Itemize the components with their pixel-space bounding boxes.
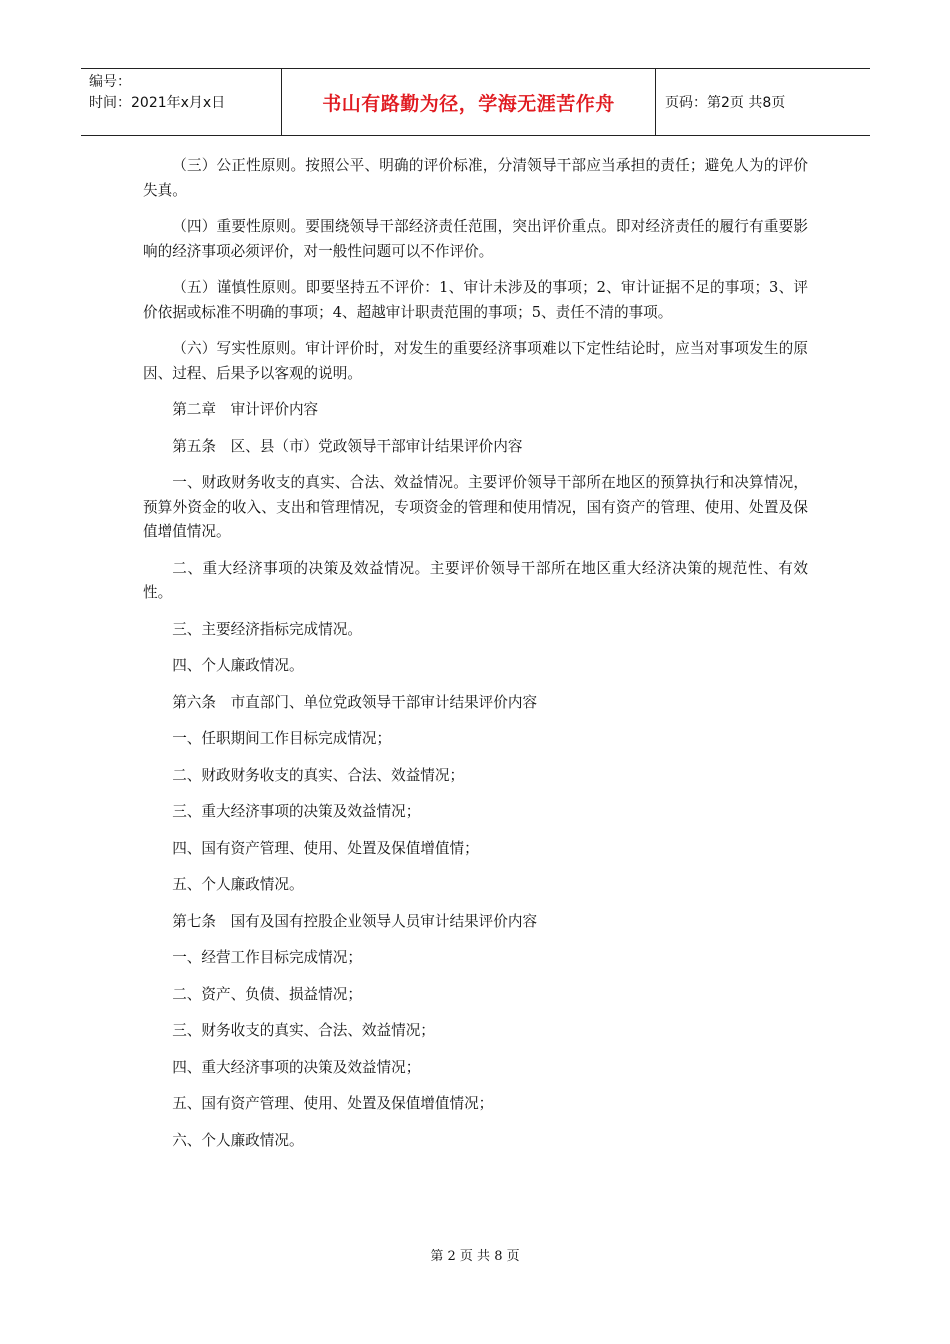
list-item: 二、财政财务收支的真实、合法、效益情况； <box>172 766 465 784</box>
paragraph: （六）写实性原则。审计评价时，对发生的重要经济事项难以下定性结论时，应当对事项发生的原因、过程、后果予以客观的说明。 <box>143 340 808 382</box>
chapter-heading: 第二章 审计评价内容 <box>172 401 319 418</box>
number-label: 编号： <box>89 74 131 90</box>
list-item: 三、财务收支的真实、合法、效益情况； <box>172 1022 435 1039</box>
paragraph: 三、主要经济指标完成情况。 <box>172 620 362 638</box>
list-item: 一、经营工作目标完成情况； <box>172 949 362 966</box>
list-item: 五、国有资产管理、使用、处置及保值增值情况； <box>172 1095 494 1112</box>
header-page-info-cell <box>656 69 870 135</box>
page-footer: 第 2 页 共 8 页 <box>430 1249 520 1264</box>
paragraph: 二、重大经济事项的决策及效益情况。主要评价领导干部所在地区重大经济决策的规范性、有效性。 <box>143 559 808 601</box>
list-item: 五、个人廉政情况。 <box>172 876 304 893</box>
list-item: 六、个人廉政情况。 <box>172 1131 304 1149</box>
time-label: 时间：2021年x月x日 <box>89 95 226 111</box>
paragraph: （五）谨慎性原则。即要坚持五不评价：1、审计未涉及的事项；2、审计证据不足的事项；3、评价依据或标准不明确的事项；4、超越审计职责范围的事项；5、责任不清的事项。 <box>143 279 808 321</box>
list-item: 二、资产、负债、损益情况； <box>172 985 362 1003</box>
list-item: 一、任职期间工作目标完成情况； <box>172 730 392 747</box>
header-meta <box>81 69 282 135</box>
paragraph: （三）公正性原则。按照公平、明确的评价标准，分清领导干部应当承担的责任；避免人为的评价失真。 <box>143 157 808 199</box>
list-item: 四、重大经济事项的决策及效益情况； <box>172 1058 421 1076</box>
page-info: 页码：第2页 共8页 <box>665 95 786 111</box>
paragraph: 四、个人廉政情况。 <box>172 657 304 674</box>
article-heading: 第五条 区、县（市）党政领导干部审计结果评价内容 <box>172 437 523 455</box>
list-item: 三、重大经济事项的决策及效益情况； <box>172 803 421 820</box>
article-heading: 第七条 国有及国有控股企业领导人员审计结果评价内容 <box>172 912 538 930</box>
motto: 书山有路勤为径，学海无涯苦作舟 <box>322 92 615 115</box>
article-heading: 第六条 市直部门、单位党政领导干部审计结果评价内容 <box>172 693 538 711</box>
paragraph: （四）重要性原则。要围绕领导干部经济责任范围，突出评价重点。即对经济责任的履行有重要影响的经济事项必须评价，对一般性问题可以不作评价。 <box>143 218 808 260</box>
page-header <box>81 68 870 136</box>
list-item: 四、国有资产管理、使用、处置及保值增值情； <box>172 839 479 857</box>
document-body <box>143 154 808 1165</box>
header-motto-cell <box>282 69 656 135</box>
paragraph: 一、财政财务收支的真实、合法、效益情况。主要评价领导干部所在地区的预算执行和决算情况，预算外资金的收入、支出和管理情况，专项资金的管理和使用情况，国有资产的管理、使用、处置及保值增值情况。 <box>143 474 808 540</box>
